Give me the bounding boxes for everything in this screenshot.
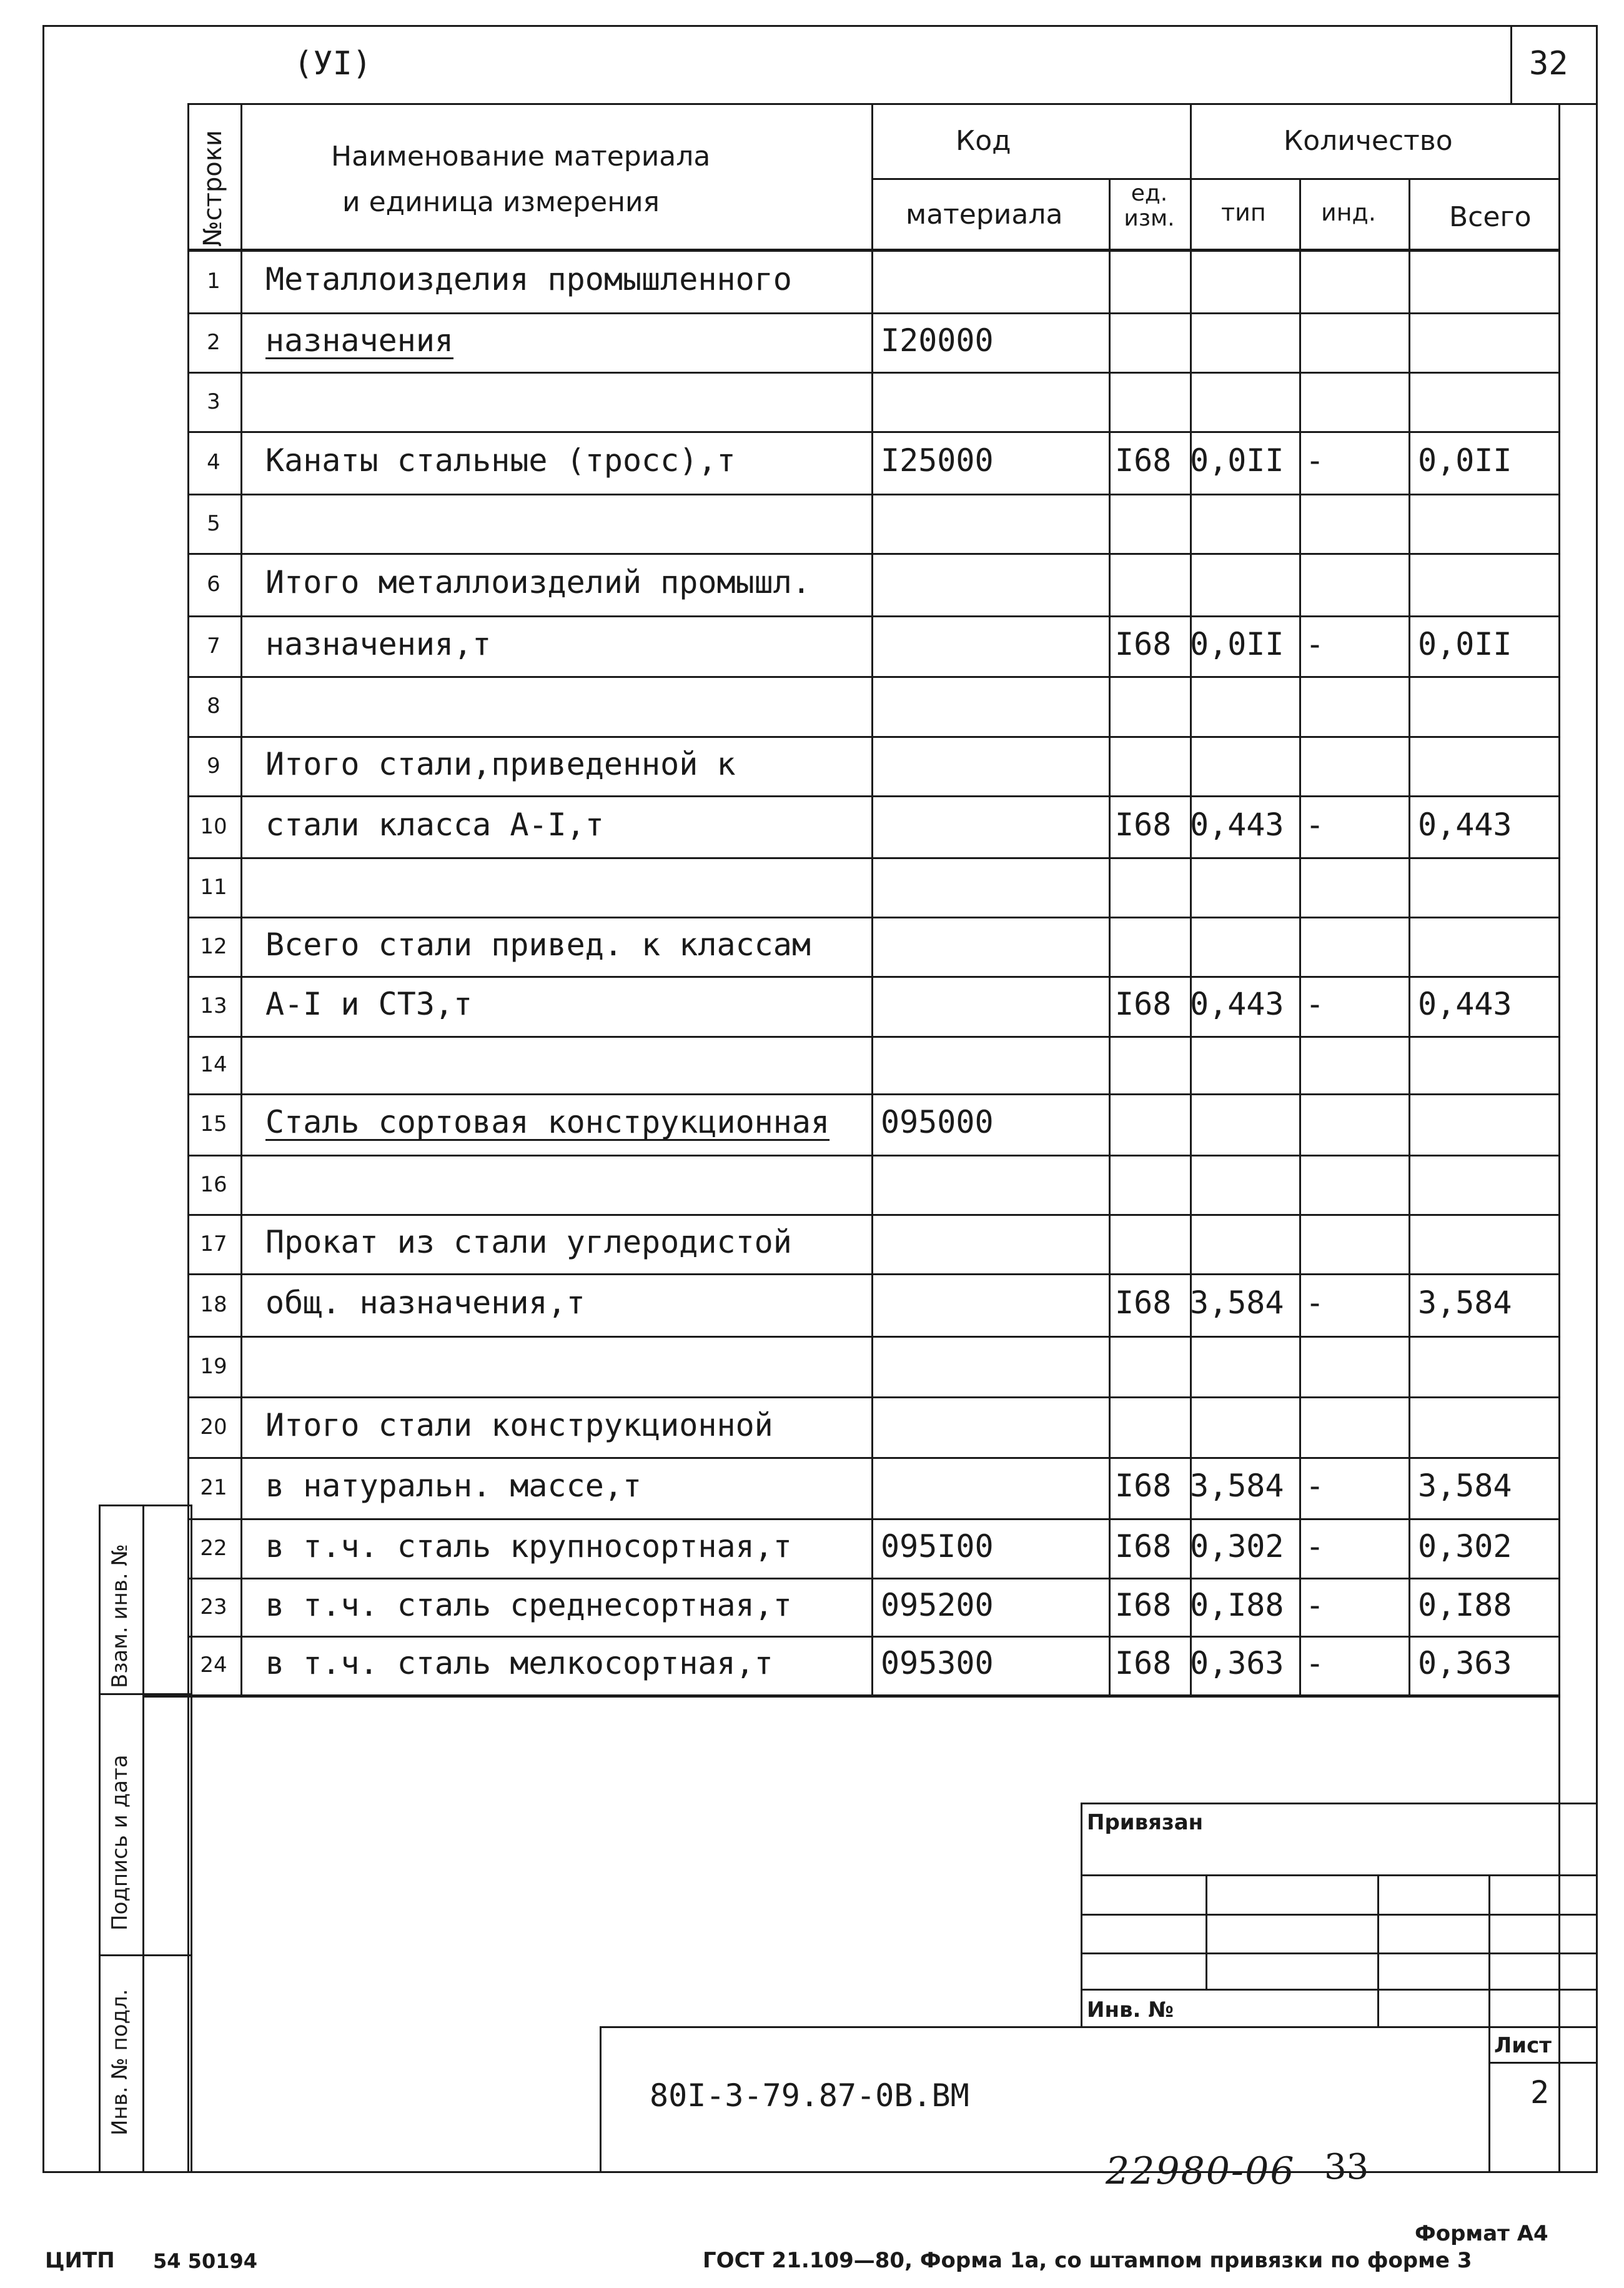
header-name-line2: и единица измерения — [342, 186, 660, 218]
row-unit-code: I68 — [1115, 1468, 1172, 1504]
row-number: 7 — [207, 633, 220, 659]
row-number: 11 — [200, 874, 227, 900]
archive-number: 22980-06 — [1106, 2149, 1295, 2193]
header-code-unit: ед. изм. — [1124, 181, 1175, 231]
table-row-border — [187, 857, 1558, 859]
row-qty-total: 3,584 — [1418, 1285, 1512, 1321]
row-number: 15 — [200, 1112, 227, 1137]
table-row-border — [187, 431, 1558, 433]
row-number: 16 — [200, 1171, 227, 1197]
row-material-code: I25000 — [881, 442, 994, 479]
document-designation: 80I-3-79.87-0В.ВМ — [650, 2077, 969, 2114]
row-number: 24 — [200, 1653, 227, 1678]
row-number: 12 — [200, 933, 227, 959]
row-material-code: I20000 — [881, 322, 994, 359]
page-number: 32 — [1529, 45, 1568, 82]
header-code: Код — [956, 125, 1011, 157]
row-number: 9 — [207, 753, 220, 778]
table-row-border — [187, 917, 1558, 918]
row-number: 22 — [200, 1535, 227, 1561]
table-row-border — [187, 615, 1558, 617]
row-name: в натуральн. массе,т — [265, 1468, 642, 1504]
row-name: Итого металлоизделий промышл. — [265, 564, 811, 600]
header-code-material: материала — [906, 199, 1063, 231]
table-row-border — [187, 795, 1558, 797]
table-row-border — [187, 1336, 1558, 1338]
row-number: 21 — [200, 1475, 227, 1500]
row-unit-code: I68 — [1115, 1528, 1172, 1564]
stamp-podpis-data: Подпись и дата — [107, 1754, 132, 1931]
row-qty-type: 0,302 — [1190, 1528, 1284, 1564]
row-number: 6 — [207, 572, 220, 597]
header-row-number: №строки — [199, 130, 227, 247]
row-qty-type: 0,0II — [1190, 442, 1284, 479]
row-number: 23 — [200, 1594, 227, 1619]
row-qty-type: 0,363 — [1190, 1645, 1284, 1681]
row-qty-ind: - — [1305, 1285, 1325, 1321]
table-row-border — [187, 1036, 1558, 1038]
side-strip-inner — [191, 1505, 192, 2173]
row-material-code: 095I00 — [881, 1528, 994, 1564]
row-number: 19 — [200, 1353, 227, 1379]
sheet-number: 2 — [1530, 2074, 1550, 2111]
table-row-border — [187, 372, 1558, 374]
stamp-vzam-inv: Взам. инв. № — [107, 1544, 132, 1688]
row-name: Всего стали привед. к классам — [265, 926, 811, 963]
row-name: Канаты стальные (тросс),т — [265, 442, 736, 479]
header-quantity: Количество — [1284, 125, 1453, 157]
table-col-divider — [240, 103, 242, 1694]
header-mid-border — [871, 178, 1558, 180]
header-qty-total: Всего — [1449, 201, 1532, 233]
footer-left: ЦИТП — [45, 2248, 115, 2273]
row-qty-ind: - — [1305, 986, 1325, 1022]
table-row-border — [187, 1093, 1558, 1095]
table-row-border — [187, 494, 1558, 495]
table-col-divider — [1558, 103, 1560, 1694]
table-row-border — [187, 312, 1558, 314]
row-name: Сталь сортовая конструкционная — [265, 1104, 830, 1140]
row-qty-type: 0,I88 — [1190, 1586, 1284, 1623]
row-number: 1 — [207, 269, 220, 294]
table-row-border — [187, 1518, 1558, 1520]
row-qty-total: 0,I88 — [1418, 1586, 1512, 1623]
row-unit-code: I68 — [1115, 806, 1172, 843]
table-col-divider — [1109, 178, 1111, 1694]
page-left-inner-border — [187, 1694, 189, 2173]
row-qty-total: 0,302 — [1418, 1528, 1512, 1564]
row-unit-code: I68 — [1115, 1586, 1172, 1623]
table-bottom-border — [142, 1694, 1558, 1698]
side-strip-div1 — [99, 1693, 192, 1695]
side-strip-div2 — [99, 1954, 192, 1956]
row-name: Металлоизделия промышленного — [265, 261, 792, 297]
sheet-label: Лист — [1494, 2033, 1552, 2058]
table-row-border — [187, 1273, 1558, 1275]
table-row-border — [187, 1155, 1558, 1156]
row-qty-type: 0,0II — [1190, 625, 1284, 662]
row-number: 17 — [200, 1231, 227, 1256]
row-qty-total: 0,0II — [1418, 625, 1512, 662]
row-number: 20 — [200, 1414, 227, 1440]
row-number: 10 — [200, 813, 227, 839]
row-qty-type: 0,443 — [1190, 806, 1284, 843]
row-name: Итого стали конструкционной — [265, 1406, 773, 1443]
binding-label: Привязан — [1087, 1810, 1204, 1835]
row-qty-total: 0,443 — [1418, 986, 1512, 1022]
row-number: 14 — [200, 1052, 227, 1077]
row-name: назначения — [265, 322, 454, 359]
section-mark: (УI) — [294, 45, 372, 82]
row-qty-total: 0,363 — [1418, 1645, 1512, 1681]
row-number: 2 — [207, 329, 220, 355]
table-row-border — [187, 553, 1558, 555]
footer-left-code: 54 50194 — [153, 2249, 257, 2273]
table-col-divider — [1190, 103, 1192, 1694]
row-number: 3 — [207, 389, 220, 414]
table-row-border — [187, 1396, 1558, 1398]
row-name: Прокат из стали углеродистой — [265, 1223, 792, 1260]
inv-no-label: Инв. № — [1087, 1997, 1174, 2022]
table-col-divider — [871, 103, 873, 1694]
row-qty-ind: - — [1305, 806, 1325, 843]
row-number: 18 — [200, 1292, 227, 1317]
row-qty-type: 3,584 — [1190, 1285, 1284, 1321]
row-material-code: 095300 — [881, 1645, 994, 1681]
table-row-border — [187, 736, 1558, 738]
row-name: в т.ч. сталь среднесортная,т — [265, 1586, 792, 1623]
row-qty-ind: - — [1305, 625, 1325, 662]
row-name: стали класса А-I,т — [265, 806, 604, 843]
row-material-code: 095000 — [881, 1104, 994, 1140]
row-qty-ind: - — [1305, 442, 1325, 479]
row-qty-total: 0,443 — [1418, 806, 1512, 843]
row-qty-ind: - — [1305, 1586, 1325, 1623]
row-qty-total: 3,584 — [1418, 1468, 1512, 1504]
row-qty-total: 0,0II — [1418, 442, 1512, 479]
table-row-border — [187, 976, 1558, 978]
page-right-inner-border — [1558, 1694, 1560, 2173]
row-name: назначения,т — [265, 625, 492, 662]
table-row-border — [187, 1214, 1558, 1216]
header-qty-type: тип — [1221, 199, 1266, 226]
row-number: 8 — [207, 694, 220, 719]
row-unit-code: I68 — [1115, 442, 1172, 479]
archive-page: 33 — [1324, 2147, 1369, 2187]
row-unit-code: I68 — [1115, 1285, 1172, 1321]
table-row-border — [187, 676, 1558, 678]
row-name: в т.ч. сталь крупносортная,т — [265, 1528, 792, 1564]
row-number: 13 — [200, 993, 227, 1018]
row-qty-ind: - — [1305, 1645, 1325, 1681]
row-material-code: 095200 — [881, 1586, 994, 1623]
side-strip-right — [142, 1505, 144, 2173]
side-strip-top — [99, 1505, 192, 1506]
row-qty-type: 3,584 — [1190, 1468, 1284, 1504]
format-label: Формат А4 — [1415, 2221, 1548, 2246]
row-name: А-I и СТЗ,т — [265, 986, 473, 1022]
row-qty-type: 0,443 — [1190, 986, 1284, 1022]
side-strip-left — [99, 1505, 101, 2173]
row-name: общ. назначения,т — [265, 1285, 585, 1321]
row-qty-ind: - — [1305, 1528, 1325, 1564]
table-row-border — [187, 1636, 1558, 1638]
row-number: 4 — [207, 450, 220, 475]
row-unit-code: I68 — [1115, 625, 1172, 662]
row-unit-code: I68 — [1115, 1645, 1172, 1681]
page-number-divider — [1510, 25, 1512, 105]
row-number: 5 — [207, 510, 220, 536]
table-row-border — [187, 1578, 1558, 1579]
row-name: Итого стали,приведенной к — [265, 745, 736, 782]
footer-gost: ГОСТ 21.109—80, Форма 1а, со штампом привязки по форме 3 — [703, 2248, 1472, 2273]
stamp-inv-podl: Инв. № подл. — [107, 1989, 132, 2136]
row-qty-ind: - — [1305, 1468, 1325, 1504]
row-unit-code: I68 — [1115, 986, 1172, 1022]
table-col-divider — [1409, 178, 1410, 1694]
table-row-border — [187, 1457, 1558, 1459]
header-name-line1: Наименование материала — [331, 141, 711, 172]
row-name: в т.ч. сталь мелкосортная,т — [265, 1645, 773, 1681]
table-col-divider — [1299, 178, 1301, 1694]
header-qty-ind: инд. — [1321, 199, 1376, 226]
